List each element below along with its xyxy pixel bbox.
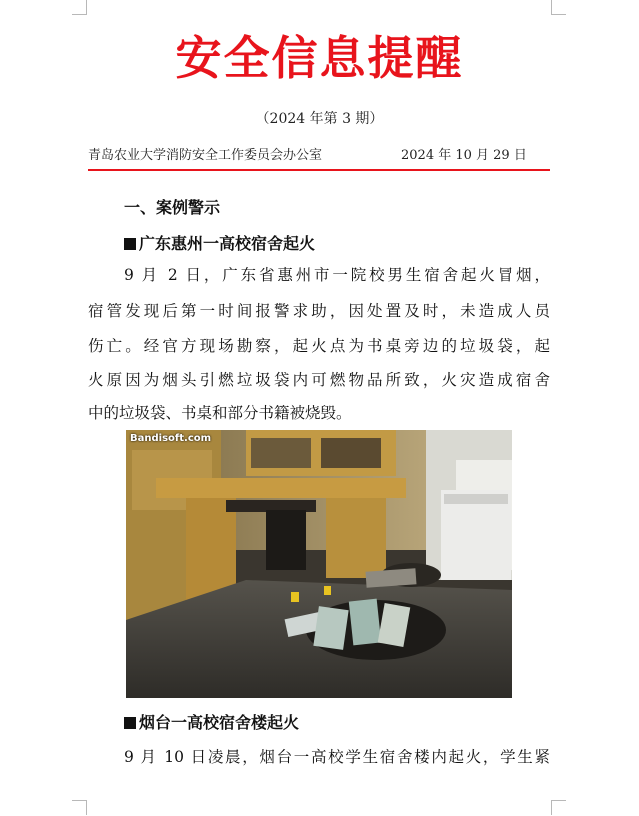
- case1-line-2: 宿管发现后第一时间报警求助，因处置及时，未造成人员: [88, 302, 550, 320]
- case-heading-1: [124, 234, 315, 254]
- case1-line-4: 火原因为烟头引燃垃圾袋内可燃物品所致，火灾造成宿舍: [88, 371, 550, 389]
- issue-number: （2024 年第 3 期）: [255, 111, 384, 127]
- crop-mark-top-right: [551, 0, 566, 15]
- case-heading-2: [124, 713, 299, 733]
- section-heading: 一、案例警示: [124, 198, 221, 217]
- case-heading-2-text: 烟台一高校宿舍楼起火: [139, 713, 300, 732]
- crop-mark-top-left: [72, 0, 87, 15]
- crop-mark-bottom-left: [72, 800, 87, 815]
- square-bullet-icon: [124, 717, 136, 729]
- case1-line-3: 伤亡。经官方现场勘察，起火点为书桌旁边的垃圾袋，起: [88, 337, 550, 355]
- document-title: 安全信息提醒: [175, 31, 464, 85]
- red-divider-rule: [88, 169, 550, 171]
- issuing-organization: 青岛农业大学消防安全工作委员会办公室: [88, 148, 323, 163]
- crop-mark-bottom-right: [551, 800, 566, 815]
- fire-scene-illustration: [126, 430, 512, 698]
- case1-line-1: 9 月 2 日，广东省惠州市一院校男生宿舍起火冒烟，: [124, 266, 550, 284]
- case1-line-5: 中的垃圾袋、书桌和部分书籍被烧毁。: [88, 404, 352, 422]
- header-info-line: [88, 148, 550, 164]
- fire-scene-photo: [126, 430, 512, 698]
- square-bullet-icon: [124, 238, 136, 250]
- case-heading-1-text: 广东惠州一高校宿舍起火: [139, 234, 316, 253]
- issue-date: 2024 年 10 月 29 日: [401, 148, 527, 163]
- case2-line-1: 9 月 10 日凌晨，烟台一高校学生宿舍楼内起火，学生紧: [124, 748, 550, 766]
- photo-watermark: Bandisoft.com: [130, 433, 212, 444]
